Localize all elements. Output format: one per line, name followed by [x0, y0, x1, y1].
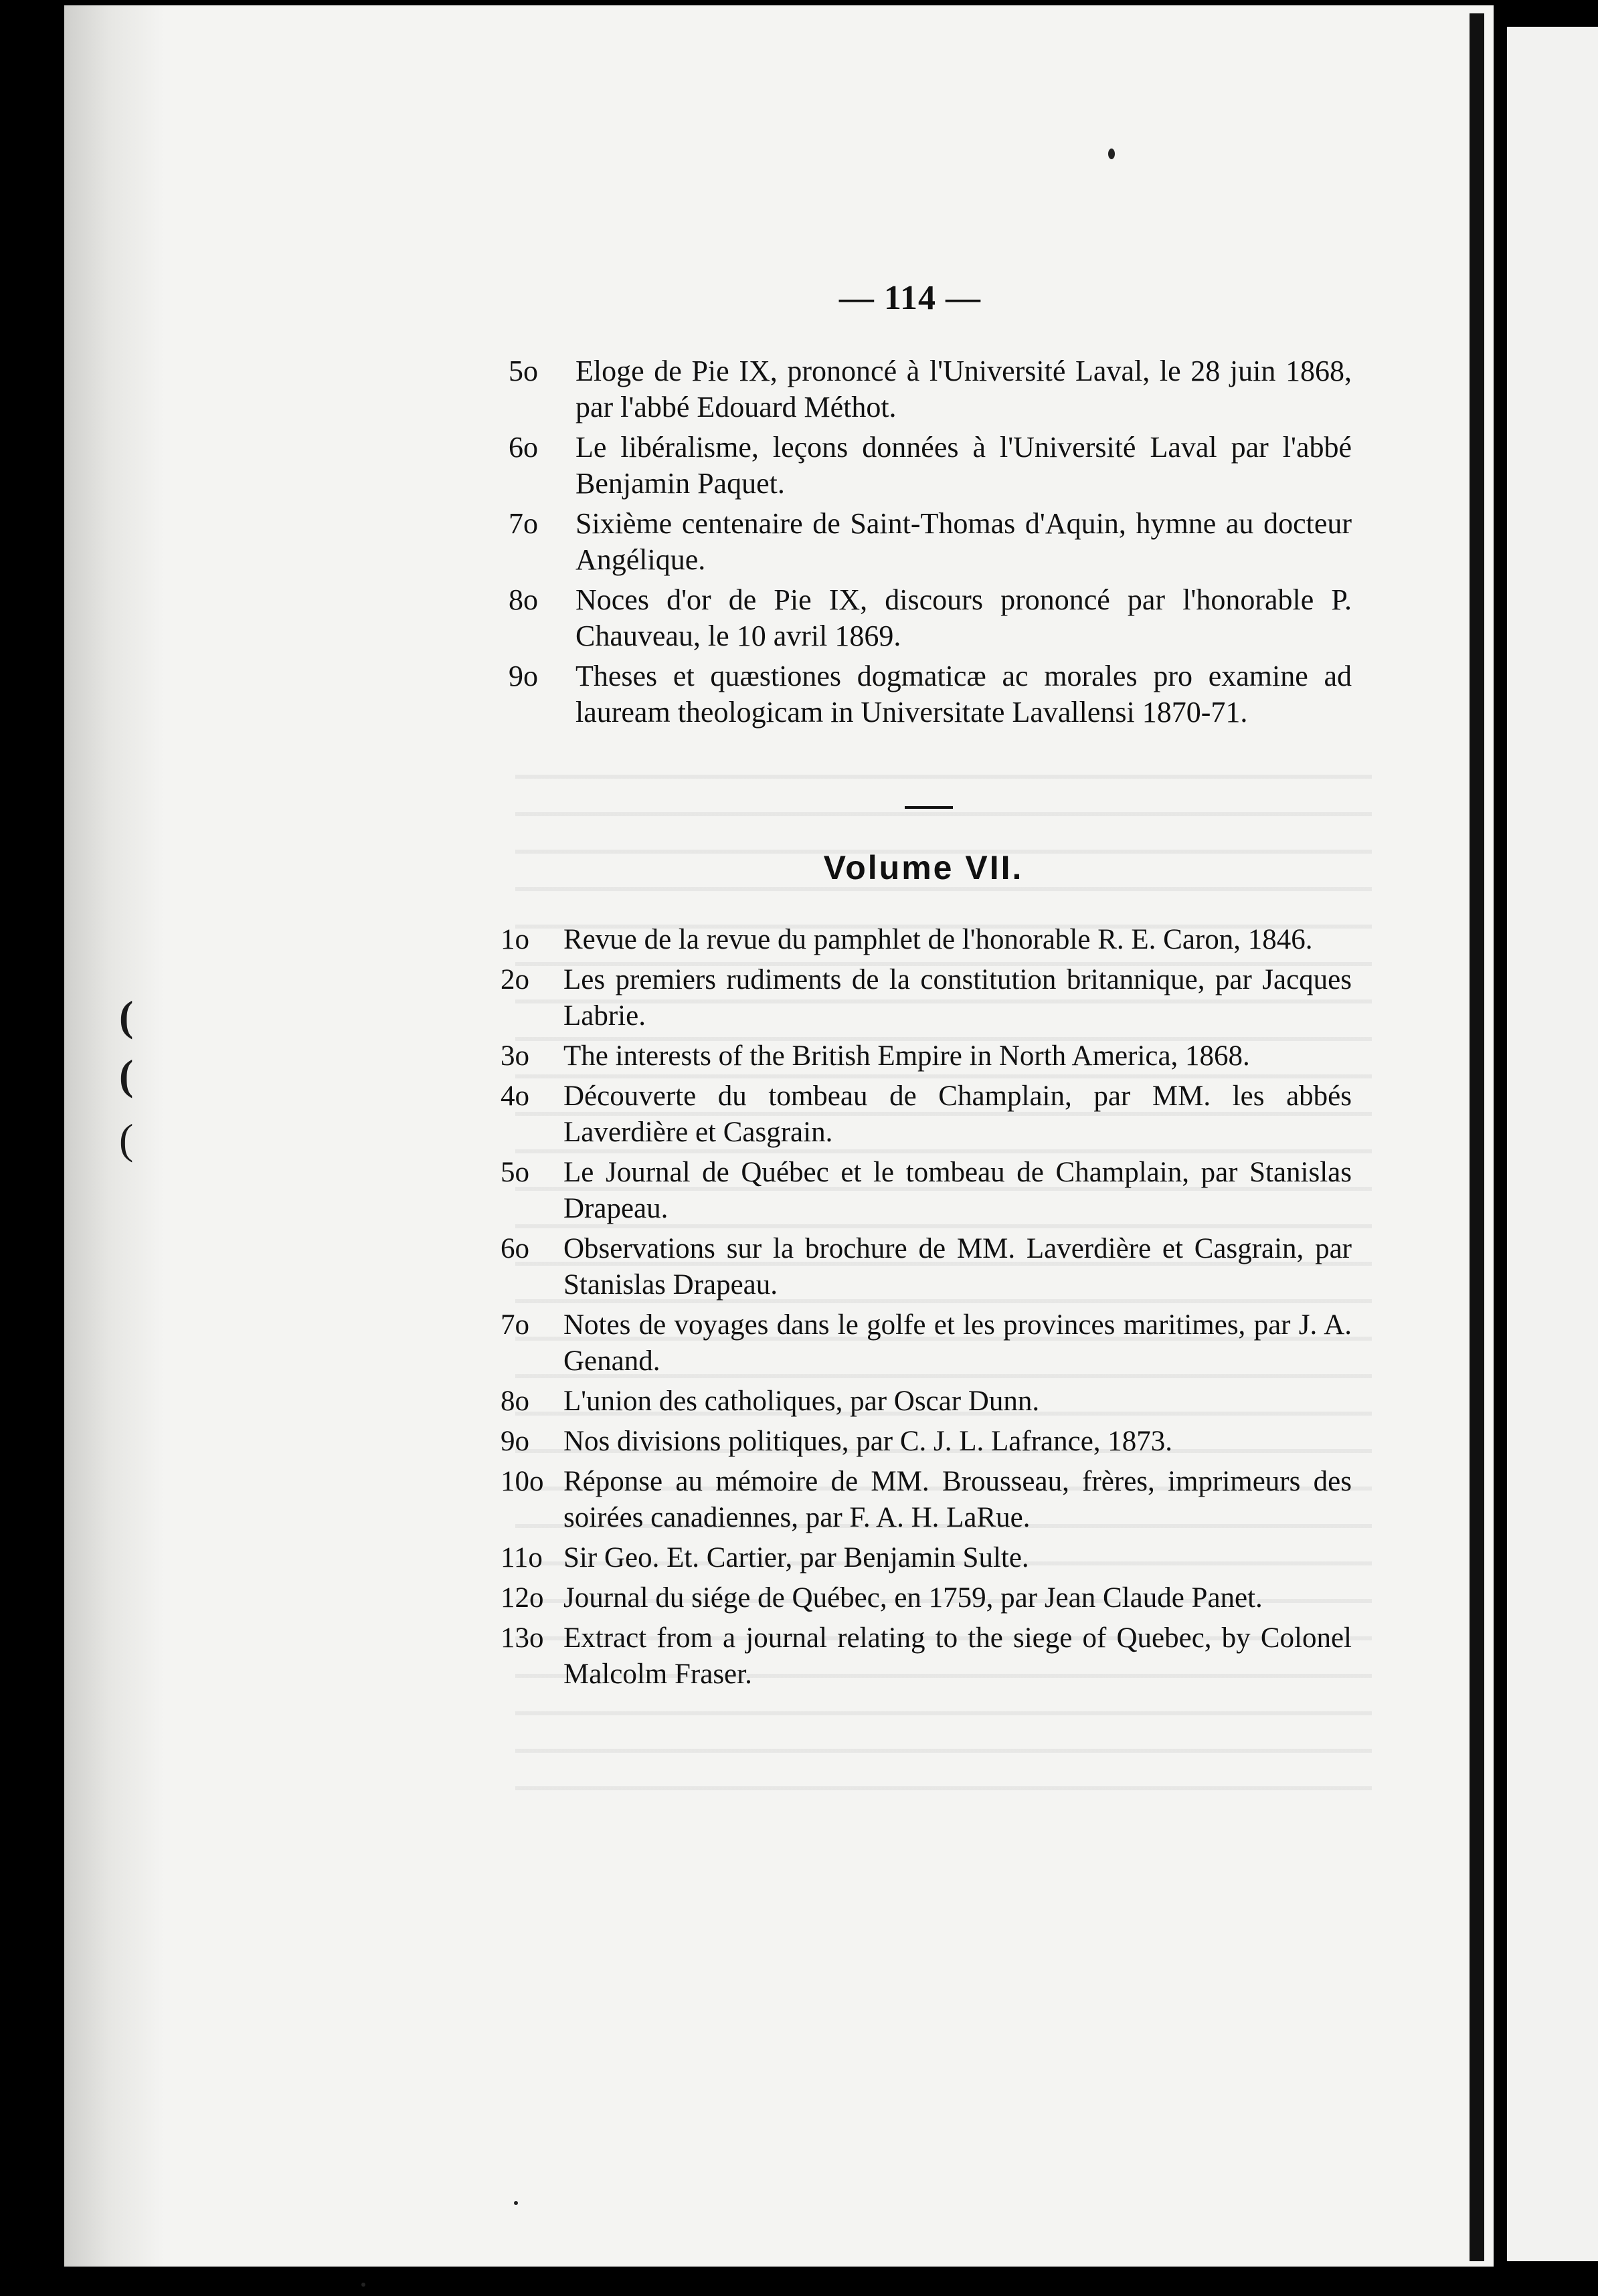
- entry-text: Nos divisions politiques, par C. J. L. Lafrance, 1873.: [563, 1426, 1173, 1457]
- list-item: [501, 1464, 1352, 1536]
- list-item: [509, 429, 1352, 502]
- entry-text: L'union des catholiques, par Oscar Dunn.: [563, 1385, 1040, 1417]
- list-item: [501, 1231, 1352, 1303]
- entry-number: 8o: [501, 1385, 529, 1417]
- page-binding-shadow: [64, 5, 165, 2267]
- facing-page-edge: [1507, 27, 1598, 2261]
- entry-number: 2o: [501, 964, 529, 995]
- entry-number: 6o: [501, 1233, 529, 1264]
- entry-list-volume-vii: [501, 922, 1352, 1697]
- entry-number: 7o: [509, 507, 538, 540]
- entry-number: 10o: [501, 1466, 544, 1497]
- list-item: [501, 922, 1352, 958]
- ink-speck: [361, 2283, 365, 2287]
- list-item: [501, 1038, 1352, 1074]
- entry-number: 5o: [501, 1157, 529, 1188]
- entry-text: Noces d'or de Pie IX, discours prononcé par l'honorable P. Chauveau, le 10 avril 1869.: [575, 583, 1352, 652]
- entry-list-top: [509, 353, 1352, 735]
- entry-text: Sir Geo. Et. Cartier, par Benjamin Sulte.: [563, 1542, 1029, 1573]
- entry-number: 11o: [501, 1542, 543, 1573]
- margin-mark: (: [119, 992, 134, 1040]
- ink-speck: [1108, 149, 1115, 159]
- entry-text: Découverte du tombeau de Champlain, par MM. les abbés Laverdière et Casgrain.: [563, 1080, 1352, 1148]
- list-item: [501, 1078, 1352, 1151]
- list-item: [501, 1580, 1352, 1616]
- entry-number: 13o: [501, 1622, 544, 1654]
- entry-number: 12o: [501, 1582, 544, 1614]
- entry-number: 5o: [509, 355, 538, 387]
- entry-text: Sixième centenaire de Saint-Thomas d'Aquin, hymne au docteur Angélique.: [575, 507, 1352, 576]
- margin-mark: (: [119, 1115, 134, 1163]
- list-item: [501, 962, 1352, 1034]
- list-item: [501, 1540, 1352, 1576]
- entry-text: Notes de voyages dans le golfe et les provinces maritimes, par J. A. Genand.: [563, 1309, 1352, 1377]
- margin-mark: (: [119, 1051, 134, 1098]
- list-item: [509, 582, 1352, 654]
- entry-number: 4o: [501, 1080, 529, 1112]
- entry-text: Extract from a journal relating to the siege of Quebec, by Colonel Malcolm Fraser.: [563, 1622, 1352, 1690]
- entry-number: 1o: [501, 924, 529, 955]
- entry-text: Réponse au mémoire de MM. Brousseau, frères, imprimeurs des soirées canadiennes, par F. A. H. LaRue.: [563, 1466, 1352, 1533]
- list-item: [501, 1424, 1352, 1460]
- entry-number: 7o: [501, 1309, 529, 1341]
- entry-number: 9o: [509, 660, 538, 692]
- list-item: [509, 353, 1352, 425]
- entry-text: Theses et quæstiones dogmaticæ ac morales pro examine ad lauream theologicam in Universitate Lavallensi 1870-71.: [575, 660, 1352, 729]
- entry-text: Observations sur la brochure de MM. Laverdière et Casgrain, par Stanislas Drapeau.: [563, 1233, 1352, 1301]
- list-item: [501, 1620, 1352, 1693]
- list-item: [509, 658, 1352, 731]
- page-number: — 114 —: [838, 279, 982, 317]
- section-heading: Volume VII.: [823, 849, 1024, 886]
- list-item: [501, 1307, 1352, 1379]
- entry-number: 3o: [501, 1040, 529, 1072]
- ink-speck: [514, 2201, 518, 2205]
- section-divider: [905, 806, 953, 809]
- entry-number: 8o: [509, 583, 538, 616]
- entry-text: Le libéralisme, leçons données à l'Université Laval par l'abbé Benjamin Paquet.: [575, 431, 1352, 500]
- page-gutter: [1470, 13, 1484, 2261]
- entry-text: Journal du siége de Québec, en 1759, par Jean Claude Panet.: [563, 1582, 1263, 1614]
- entry-number: 9o: [501, 1426, 529, 1457]
- entry-text: Revue de la revue du pamphlet de l'honorable R. E. Caron, 1846.: [563, 924, 1313, 955]
- list-item: [501, 1155, 1352, 1227]
- entry-text: The interests of the British Empire in North America, 1868.: [563, 1040, 1250, 1072]
- entry-text: Les premiers rudiments de la constitution britannique, par Jacques Labrie.: [563, 964, 1352, 1032]
- list-item: [509, 506, 1352, 578]
- entry-text: Le Journal de Québec et le tombeau de Champlain, par Stanislas Drapeau.: [563, 1157, 1352, 1224]
- entry-text: Eloge de Pie IX, prononcé à l'Université Laval, le 28 juin 1868, par l'abbé Edouard Méthot.: [575, 355, 1352, 423]
- list-item: [501, 1383, 1352, 1420]
- entry-number: 6o: [509, 431, 538, 464]
